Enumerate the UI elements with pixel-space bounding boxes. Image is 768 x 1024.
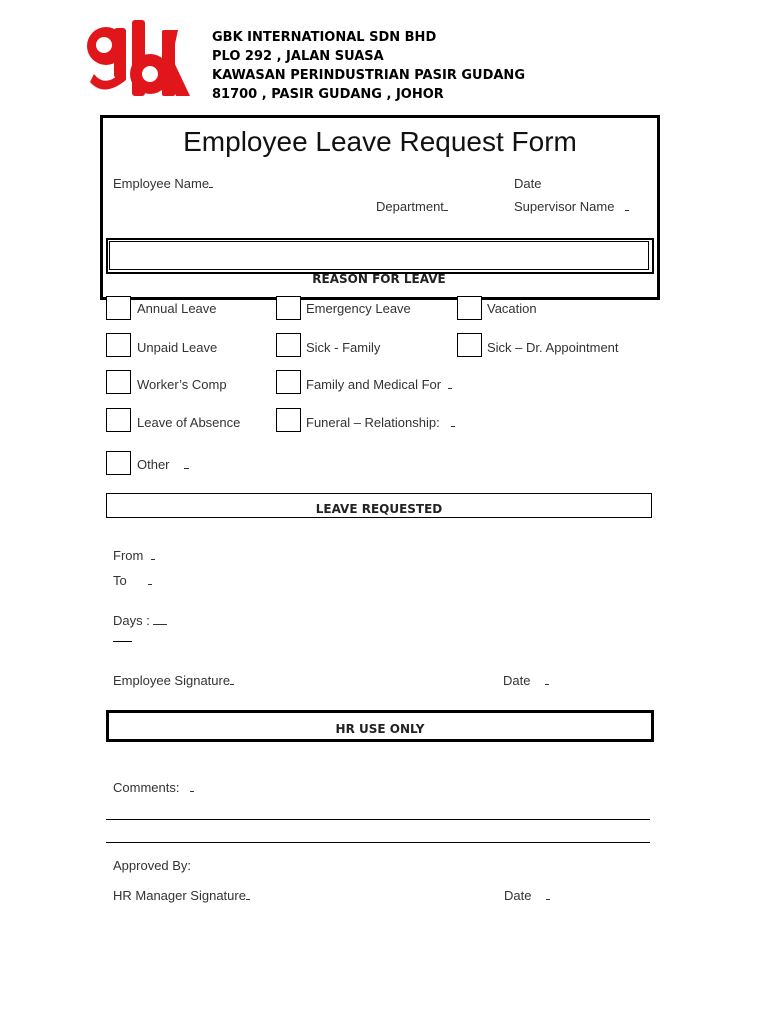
annual-leave-label: Annual Leave — [137, 301, 217, 316]
funeral-label: Funeral – Relationship: — [306, 415, 440, 430]
from-label: From — [113, 548, 144, 563]
family-medical-field[interactable] — [306, 377, 452, 392]
hr-manager-signature-label: HR Manager Signature — [113, 888, 246, 903]
annual-leave-checkbox[interactable] — [106, 296, 131, 320]
employee-signature-label: Employee Signature — [113, 673, 231, 688]
comments-label: Comments: — [113, 780, 180, 795]
vacation-label: Vacation — [487, 301, 537, 316]
unpaid-leave-checkbox[interactable] — [106, 333, 131, 357]
emergency-leave-label: Emergency Leave — [306, 301, 411, 316]
sick-family-checkbox[interactable] — [276, 333, 301, 357]
header-date-label: Date — [514, 176, 542, 191]
employee-name-field[interactable] — [113, 176, 213, 191]
leave-of-absence-label: Leave of Absence — [137, 415, 241, 430]
family-medical-checkbox[interactable] — [276, 370, 301, 394]
days-continuation-line — [113, 641, 132, 642]
comments-field[interactable] — [113, 780, 194, 795]
supervisor-name-label: Supervisor Name — [514, 199, 615, 214]
supervisor-name-field[interactable] — [514, 199, 629, 214]
hr-date-label: Date — [504, 888, 532, 903]
days-label: Days : — [113, 613, 150, 628]
reason-heading-inner-box — [109, 241, 649, 270]
sick-dr-appointment-label: Sick – Dr. Appointment — [487, 340, 619, 355]
leave-of-absence-checkbox[interactable] — [106, 408, 131, 432]
department-field[interactable] — [376, 199, 448, 214]
days-field[interactable] — [113, 613, 167, 628]
hr-use-only-heading: HR USE ONLY — [335, 722, 425, 736]
employee-date-field[interactable] — [503, 673, 549, 688]
company-address-line-1: PLO 292 , JALAN SUASA — [212, 49, 384, 64]
emergency-leave-checkbox[interactable] — [276, 296, 301, 320]
company-name: GBK INTERNATIONAL SDN BHD — [212, 30, 437, 45]
company-logo — [84, 20, 192, 102]
funeral-field[interactable] — [306, 415, 455, 430]
to-field[interactable] — [113, 573, 152, 588]
other-checkbox[interactable] — [106, 451, 131, 475]
to-label: To — [113, 573, 127, 588]
employee-name-label: Employee Name — [113, 176, 210, 191]
comments-line-2[interactable] — [106, 842, 650, 843]
employee-signature-field[interactable] — [113, 673, 234, 688]
company-address-block — [212, 28, 525, 104]
hr-manager-signature-field[interactable] — [113, 888, 250, 903]
vacation-checkbox[interactable] — [457, 296, 482, 320]
hr-date-field[interactable] — [504, 888, 550, 903]
reason-for-leave-heading: REASON FOR LEAVE — [312, 272, 446, 286]
company-address-line-3: 81700 , PASIR GUDANG , JOHOR — [212, 87, 444, 102]
approved-by-label: Approved By: — [113, 858, 192, 873]
company-address-line-2: KAWASAN PERINDUSTRIAN PASIR GUDANG — [212, 68, 525, 83]
workers-comp-checkbox[interactable] — [106, 370, 131, 394]
family-medical-label: Family and Medical For — [306, 377, 442, 392]
funeral-checkbox[interactable] — [276, 408, 301, 432]
from-field[interactable] — [113, 548, 155, 563]
other-field[interactable] — [137, 457, 189, 472]
gbk-logo-icon — [84, 20, 192, 102]
department-label: Department — [376, 199, 444, 214]
other-label: Other — [137, 457, 170, 472]
comments-line-1[interactable] — [106, 819, 650, 820]
workers-comp-label: Worker’s Comp — [137, 377, 227, 392]
employee-date-label: Date — [503, 673, 531, 688]
unpaid-leave-label: Unpaid Leave — [137, 340, 218, 355]
form-title: Employee Leave Request Form — [183, 126, 577, 157]
leave-requested-heading: LEAVE REQUESTED — [315, 502, 443, 516]
sick-family-label: Sick - Family — [306, 340, 381, 355]
sick-dr-appointment-checkbox[interactable] — [457, 333, 482, 357]
